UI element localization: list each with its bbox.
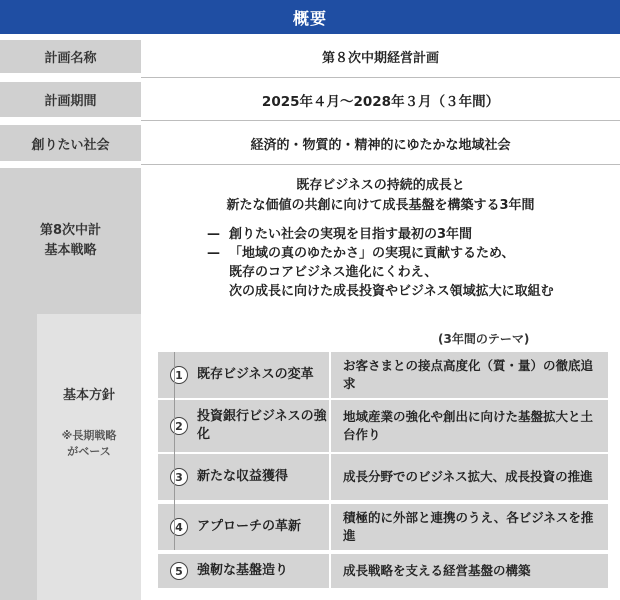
policy-name-cell [158,554,329,588]
circled-number-icon: 1 [170,366,188,384]
policy-theme: 成長分野でのビジネス拡大、成長投資の推進 [343,469,593,484]
policy-theme-cell [331,400,608,452]
policy-theme-cell [331,454,608,500]
strategy-title [141,176,620,216]
strategy-label-line1: 第8次中計 [39,223,102,238]
vision-label: 創りたい社会 [0,125,141,161]
strategy-bullet-line: 「地域の真のゆたかさ」の実現に貢献するため、 [229,246,515,261]
divider [141,120,620,121]
policy-theme-cell [331,504,608,550]
policy-row [158,554,608,588]
policy-name: 既存ビジネスの変革 [197,367,314,382]
policy-name: 新たな収益獲得 [197,469,289,484]
plan-period-label: 計画期間 [0,82,141,117]
policy-title: 基本方針 [62,388,115,403]
plan-period-value: 2025年４月～2028年３月（３年間） [261,93,500,110]
policy-theme: お客さまとの接点高度化（質・量）の徹底追求 [343,358,594,391]
strategy-body [141,168,620,314]
plan-name-label: 計画名称 [0,40,141,73]
strategy-bullet-line: 創りたい社会の実現を目指す最初の3年間 [229,227,473,242]
divider [141,164,620,165]
strategy-label [0,168,141,314]
policy-name-cell [158,454,329,500]
policy-note-line2: がベース [67,445,111,458]
overview-title: 概要 [292,8,327,28]
circled-number-icon: 3 [170,468,188,486]
divider [141,77,620,78]
policy-label-panel [37,314,141,600]
vertical-connector-line [174,352,175,550]
policy-row [158,454,608,500]
policy-row [158,352,608,398]
strategy-label-line2: 基本戦略 [44,243,97,258]
vision-value: 経済的・物質的・精神的にゆたかな地域社会 [250,137,511,153]
policy-outer-band [0,314,37,600]
circled-number-icon: 4 [170,518,188,536]
policy-theme-cell [331,554,608,588]
policy-note [37,428,141,460]
policy-name-cell [158,352,329,398]
policy-name-cell [158,504,329,550]
policy-note-line1: ※長期戦略 [61,429,117,442]
policy-theme: 積極的に外部と連携のうえ、各ビジネスを推進 [343,510,594,543]
theme-caption: (3年間のテーマ) [438,332,530,346]
policy-name: アプローチの革新 [197,519,302,534]
strategy-bullet-line: 次の成長に向けた成長投資やビジネス領域拡大に取組む [229,284,554,299]
strategy-title-line2: 新たな価値の共創に向けて成長基盤を構築する3年間 [226,198,535,213]
plan-name-value: 第８次中期経営計画 [321,51,439,66]
strategy-bullet [207,225,554,244]
policy-row [158,504,608,550]
policy-name-cell [158,400,329,452]
policy-name: 強靭な基盤造り [197,563,289,578]
policy-theme-cell [331,352,608,398]
policy-name: 投資銀行ビジネスの強化 [197,409,327,442]
policy-theme: 成長戦略を支える経営基盤の構築 [343,563,531,578]
strategy-bullet [207,244,554,301]
policy-theme: 地域産業の強化や創出に向けた基盤拡大と土台作り [343,409,594,442]
strategy-bullets [207,225,554,301]
dash-icon: — [207,246,220,261]
strategy-title-line1: 既存ビジネスの持続的成長と [296,178,465,193]
overview-header [0,0,620,34]
strategy-bullet-line: 既存のコアビジネス進化にくわえ、 [229,265,438,280]
circled-number-icon: 5 [170,562,188,580]
policy-row [158,400,608,452]
dash-icon: — [207,227,220,242]
circled-number-icon: 2 [170,417,188,435]
